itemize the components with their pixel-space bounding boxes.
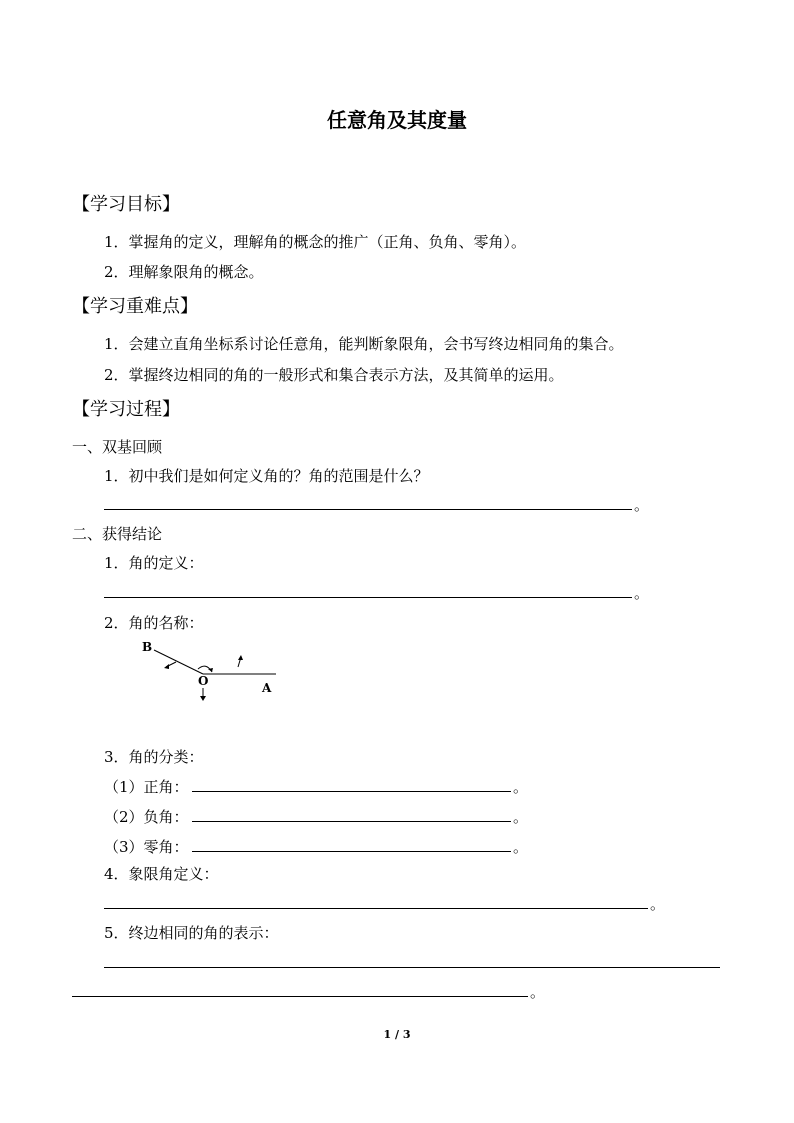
goal-item-2: 2．理解象限角的概念。 bbox=[104, 263, 264, 281]
part2-question-4: 4．象限角定义： bbox=[104, 865, 219, 883]
end-mark: 。 bbox=[530, 983, 546, 1001]
part1-question-1: 1．初中我们是如何定义角的？角的范围是什么？ bbox=[104, 467, 429, 485]
arrowhead-down bbox=[200, 696, 206, 701]
classification-zero: （3）零角： bbox=[104, 838, 189, 856]
answer-line-quadrant[interactable] bbox=[104, 908, 648, 909]
label-o: O bbox=[198, 674, 209, 688]
part2-question-1: 1．角的定义： bbox=[104, 554, 204, 572]
end-mark: 。 bbox=[650, 895, 666, 913]
arrowhead-b-side bbox=[164, 664, 169, 669]
angle-figure bbox=[136, 636, 286, 712]
classification-negative: （2）负角： bbox=[104, 808, 189, 826]
key-point-item-2: 2．掌握终边相同的角的一般形式和集合表示方法，及其简单的运用。 bbox=[104, 366, 564, 384]
end-mark: 。 bbox=[513, 808, 529, 826]
part2-label: 二、获得结论 bbox=[72, 525, 163, 543]
answer-line-zero[interactable] bbox=[192, 851, 511, 852]
process-heading: 【学习过程】 bbox=[72, 399, 180, 420]
goal-item-1: 1．掌握角的定义，理解角的概念的推广（正角、负角、零角）。 bbox=[104, 233, 527, 251]
answer-line-positive[interactable] bbox=[192, 791, 511, 792]
answer-line-negative[interactable] bbox=[192, 821, 511, 822]
terminal-side-ob bbox=[154, 650, 203, 674]
end-mark: 。 bbox=[634, 584, 650, 602]
part2-question-5: 5．终边相同的角的表示： bbox=[104, 924, 279, 942]
page-number: 1 / 3 bbox=[383, 1028, 411, 1041]
key-point-item-1: 1．会建立直角坐标系讨论任意角，能判断象限角，会书写终边相同角的集合。 bbox=[104, 335, 624, 353]
part1-label: 一、双基回顾 bbox=[72, 438, 163, 456]
key-points-heading: 【学习重难点】 bbox=[72, 296, 198, 317]
label-b: B bbox=[142, 640, 153, 654]
part2-question-2: 2．角的名称： bbox=[104, 614, 204, 632]
part2-question-3: 3．角的分类： bbox=[104, 748, 204, 766]
label-a: A bbox=[262, 681, 272, 695]
goals-heading: 【学习目标】 bbox=[72, 194, 180, 215]
arrowhead-a-side bbox=[238, 655, 243, 660]
end-mark: 。 bbox=[634, 496, 650, 514]
end-mark: 。 bbox=[513, 778, 529, 796]
answer-line-coterminal-1[interactable] bbox=[104, 967, 720, 968]
answer-line-coterminal-2[interactable] bbox=[72, 996, 528, 997]
answer-line-definition[interactable] bbox=[104, 597, 632, 598]
answer-line-recall[interactable] bbox=[104, 509, 632, 510]
classification-positive: （1）正角： bbox=[104, 778, 189, 796]
page-title: 任意角及其度量 bbox=[327, 108, 467, 132]
end-mark: 。 bbox=[513, 838, 529, 856]
